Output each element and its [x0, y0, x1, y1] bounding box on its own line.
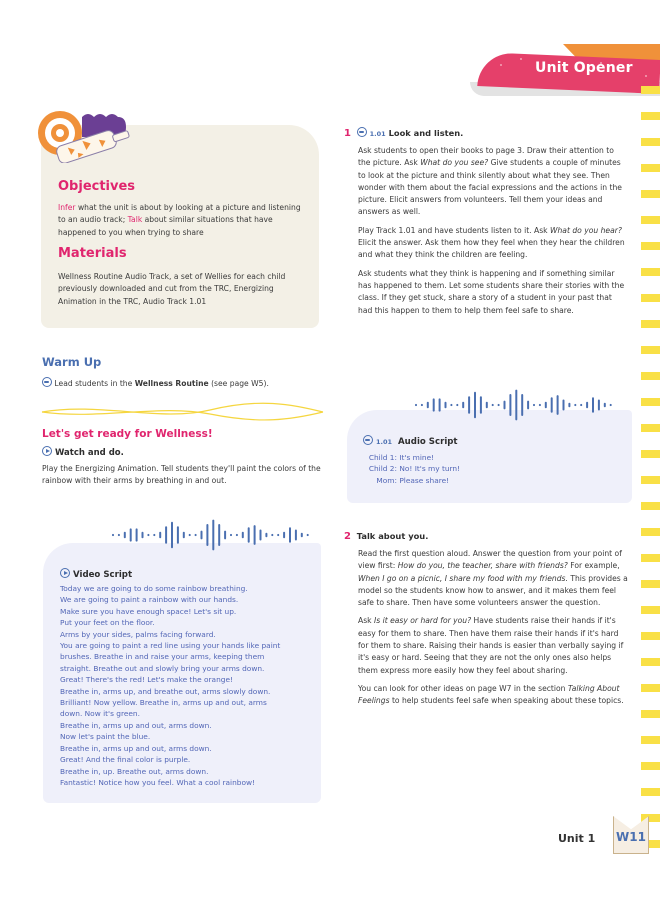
- script-line: brushes. Breathe in and raise your arms, keeping them: [60, 652, 265, 662]
- script-line: Arms by your sides, palms facing forward.: [60, 629, 216, 639]
- video-script-heading: Video Script: [60, 568, 132, 580]
- script-line: Breathe in, arms up and out, arms down.: [60, 720, 212, 730]
- edge-dash: [641, 580, 660, 588]
- edge-dash: [641, 606, 660, 614]
- script-line: Now let's paint the blue.: [60, 732, 151, 742]
- script-line: Fantastic! Notice how you feel. What a cool rainbow!: [60, 777, 256, 787]
- edge-dash: [641, 762, 660, 770]
- script-line: Today we are going to do some rainbow breathing.: [60, 584, 248, 593]
- banner-dot: [520, 58, 522, 60]
- yellow-divider: [40, 402, 325, 422]
- edge-dash: [641, 190, 660, 198]
- script-line: down. Now it's green.: [60, 709, 140, 719]
- script-line: Child 2: No! It's my turn!: [368, 464, 461, 474]
- edge-dash: [641, 424, 660, 432]
- script-line: Make sure you have enough space! Let's sit up.: [60, 606, 237, 616]
- paragraph: You can look for other ideas on page W7 in the section Talking About Feelings to help students feel safe when speaking about these topics.: [358, 683, 624, 706]
- edge-dash: [641, 164, 660, 172]
- warm-up-text: Lead students in the Wellness Routine (see page W5).: [42, 377, 322, 390]
- activity-2-body: [358, 548, 628, 714]
- audio-icon[interactable]: [42, 377, 52, 387]
- edge-dash: [641, 138, 660, 146]
- edge-dash: [641, 476, 660, 484]
- script-line: You are going to paint a red line using your hands like paint: [60, 641, 281, 651]
- objectives-heading: Objectives: [58, 179, 136, 194]
- wellness-routine-ref: Wellness Routine: [134, 379, 209, 388]
- edge-dash: [641, 788, 660, 796]
- edge-dash: [641, 736, 660, 744]
- audio-icon[interactable]: [363, 435, 373, 445]
- page-number: W11: [616, 830, 646, 844]
- paragraph: Ask students what they think is happening and if something similar has happened to them. Let some students share their stories with the class. If they get stuck, share a story of a student in your past that had this happen to them to help them feel safe to share.: [358, 268, 625, 315]
- play-icon[interactable]: [42, 446, 52, 456]
- track-number: 1.01: [369, 130, 386, 138]
- paragraph: Read the first question aloud. Answer the question from your point of view first: How do you, the teacher, share with friends? For example, When I go on a picnic, I share my food with my friends. This provides a model so the students know how to answer, and it makes them feel safe to share. Then have some volunteers answer the question.: [358, 549, 628, 608]
- banner-dot: [645, 75, 647, 77]
- paragraph: Ask Is it easy or hard for you? Have students raise their hands if it's easy for them to share. Then have them raise their hands if it's hard for them to share. Raising their hands is easier than verbally saying if it's easy or hard. Seeing that they are not the only ones also helps them express more easily how they feel about sharing.: [358, 616, 624, 675]
- activity-number: 2: [344, 531, 351, 542]
- edge-dash: [641, 684, 660, 692]
- edge-dash: [641, 632, 660, 640]
- script-line: Put your feet on the floor.: [60, 618, 155, 628]
- edge-dash: [641, 320, 660, 328]
- script-line: Breathe in, arms up and out, arms down.: [60, 743, 212, 753]
- objectives-text: Infer what the unit is about by looking at a picture and listening to an audio track; Talk about similar situations that have happened to you when trying to share: [58, 203, 301, 237]
- edge-dash: [641, 346, 660, 354]
- edge-dash: [641, 502, 660, 510]
- script-line: Great! There's the red! Let's make the orange!: [60, 675, 233, 685]
- activity-1-header: [344, 127, 614, 139]
- target-pencil-case-illustration: [34, 103, 144, 163]
- edge-dash: [641, 294, 660, 302]
- script-line: Brilliant! Now yellow. Breathe in, arms up and out, arms: [60, 698, 267, 708]
- materials-text: Wellness Routine Audio Track, a set of Wellies for each child previously downloaded and cut from the TRC, Energizing Animation in the TRC, Audio Track 1.01: [58, 272, 286, 306]
- audio-script-heading: 1.01 Audio Script: [363, 435, 458, 447]
- activity-2-header: [344, 531, 614, 542]
- materials-heading: Materials: [58, 246, 127, 261]
- edge-dash: [641, 112, 660, 120]
- script-line: straight. Breathe out and slowly bring your arms down.: [60, 663, 265, 673]
- script-line: We are going to paint a rainbow with our hands.: [60, 595, 239, 605]
- paragraph: Play Track 1.01 and have students listen to it. Ask What do you hear? Elicit the answer. Ask them how they feel when they hear the children and what they think the children are feeling.: [358, 225, 625, 260]
- edge-dash: [641, 86, 660, 94]
- script-line: Mom: Please share!: [376, 475, 450, 485]
- section-title: Unit Opener: [535, 60, 633, 76]
- audio-waveform-decoration: [413, 387, 628, 423]
- edge-dash: [641, 658, 660, 666]
- warm-up-heading: Warm Up: [42, 355, 102, 369]
- edge-dash: [641, 216, 660, 224]
- edge-dash: [641, 268, 660, 276]
- activity-title: Look and listen.: [388, 128, 464, 138]
- edge-dash: [641, 528, 660, 536]
- edge-dash: [641, 398, 660, 406]
- video-script-lines: [60, 583, 315, 788]
- edge-dash: [641, 242, 660, 250]
- edge-dash: [641, 372, 660, 380]
- play-icon[interactable]: [60, 568, 70, 578]
- paragraph: Ask students to open their books to page 3. Draw their attention to the picture. Ask What do you see? Give students a couple of minutes to look at the picture and think silently about what they see. Then wonder with them about the facial expressions and the actions in the picture. Elicit answers from volunteers. Tell them your ideas and answers as well.: [358, 146, 622, 217]
- script-line: Breathe in, up. Breathe out, arms down.: [60, 766, 209, 776]
- edge-dash: [641, 450, 660, 458]
- script-line: Great! And the final color is purple.: [60, 755, 191, 765]
- activity-1-body: [358, 145, 628, 323]
- watch-and-do-text: Play the Energizing Animation. Tell students they'll paint the colors of the rainbow with their arms by breathing in and out.: [42, 464, 321, 486]
- edge-dash: [641, 710, 660, 718]
- activity-number: 1: [344, 128, 351, 139]
- watch-and-do-label: Watch and do.: [42, 446, 124, 458]
- banner-dot: [500, 64, 502, 66]
- edge-dash: [641, 554, 660, 562]
- audio-script-lines: [363, 452, 460, 486]
- script-line: Breathe in, arms up, and breathe out, arms slowly down.: [60, 686, 271, 696]
- unit-label: Unit 1: [558, 832, 596, 845]
- script-line: Child 1: It's mine!: [368, 453, 435, 462]
- audio-waveform-decoration: [110, 517, 325, 553]
- wellness-heading: Let's get ready for Wellness!: [42, 428, 213, 440]
- audio-icon[interactable]: [357, 127, 367, 137]
- activity-title: Talk about you.: [356, 531, 429, 541]
